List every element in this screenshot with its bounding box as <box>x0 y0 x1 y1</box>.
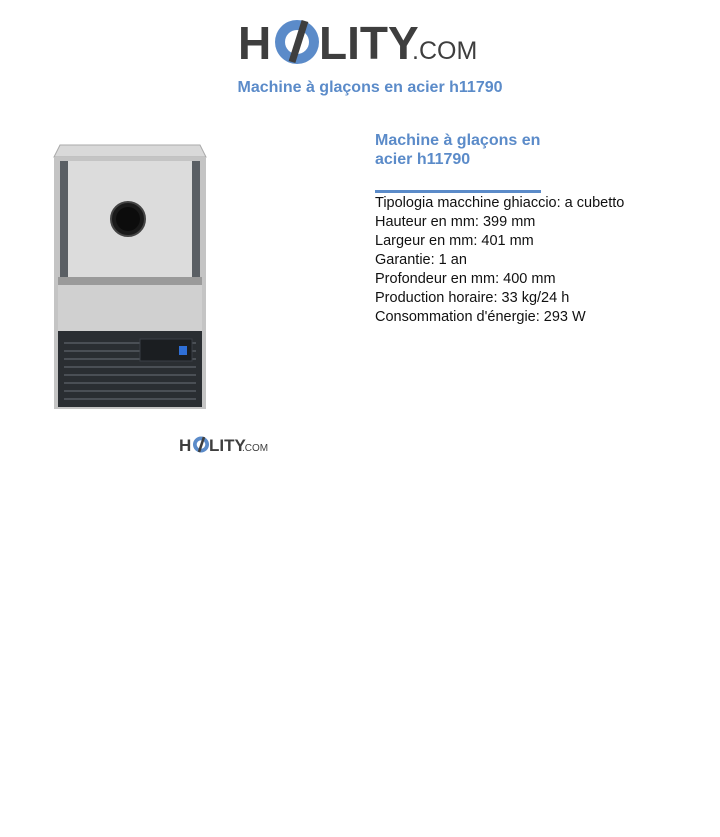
logo-small-o-icon <box>193 437 209 453</box>
spec-item: Garantie: 1 an <box>375 252 467 268</box>
ice-machine-image <box>50 143 210 413</box>
title-divider <box>375 190 541 193</box>
holity-logo-small <box>176 432 276 456</box>
product-title: Machine à glaçons en acier h11790 <box>375 132 541 168</box>
spec-item: Largeur en mm: 401 mm <box>375 233 534 249</box>
spec-item: Production horaire: 33 kg/24 h <box>375 290 570 306</box>
spec-item: Profondeur en mm: 400 mm <box>375 271 556 287</box>
logo-small-suffix: LITY <box>209 436 246 455</box>
spec-list <box>375 194 695 327</box>
spec-item: Consommation d'énergie: 293 W <box>375 309 586 325</box>
spec-item: Tipologia macchine ghiaccio: a cubetto <box>375 195 625 211</box>
logo-suffix: LITY <box>319 17 419 69</box>
logo-small-domain: .COM <box>242 443 269 454</box>
spec-item: Hauteur en mm: 399 mm <box>375 214 536 230</box>
page-title: Machine à glaçons en acier h11790 <box>237 79 503 96</box>
logo-domain: .COM <box>412 37 478 65</box>
logo-small-prefix: H <box>179 436 192 455</box>
product-info <box>375 131 695 327</box>
holity-logo <box>0 10 720 72</box>
logo-o-icon <box>275 20 319 64</box>
logo-prefix: H <box>238 17 272 69</box>
